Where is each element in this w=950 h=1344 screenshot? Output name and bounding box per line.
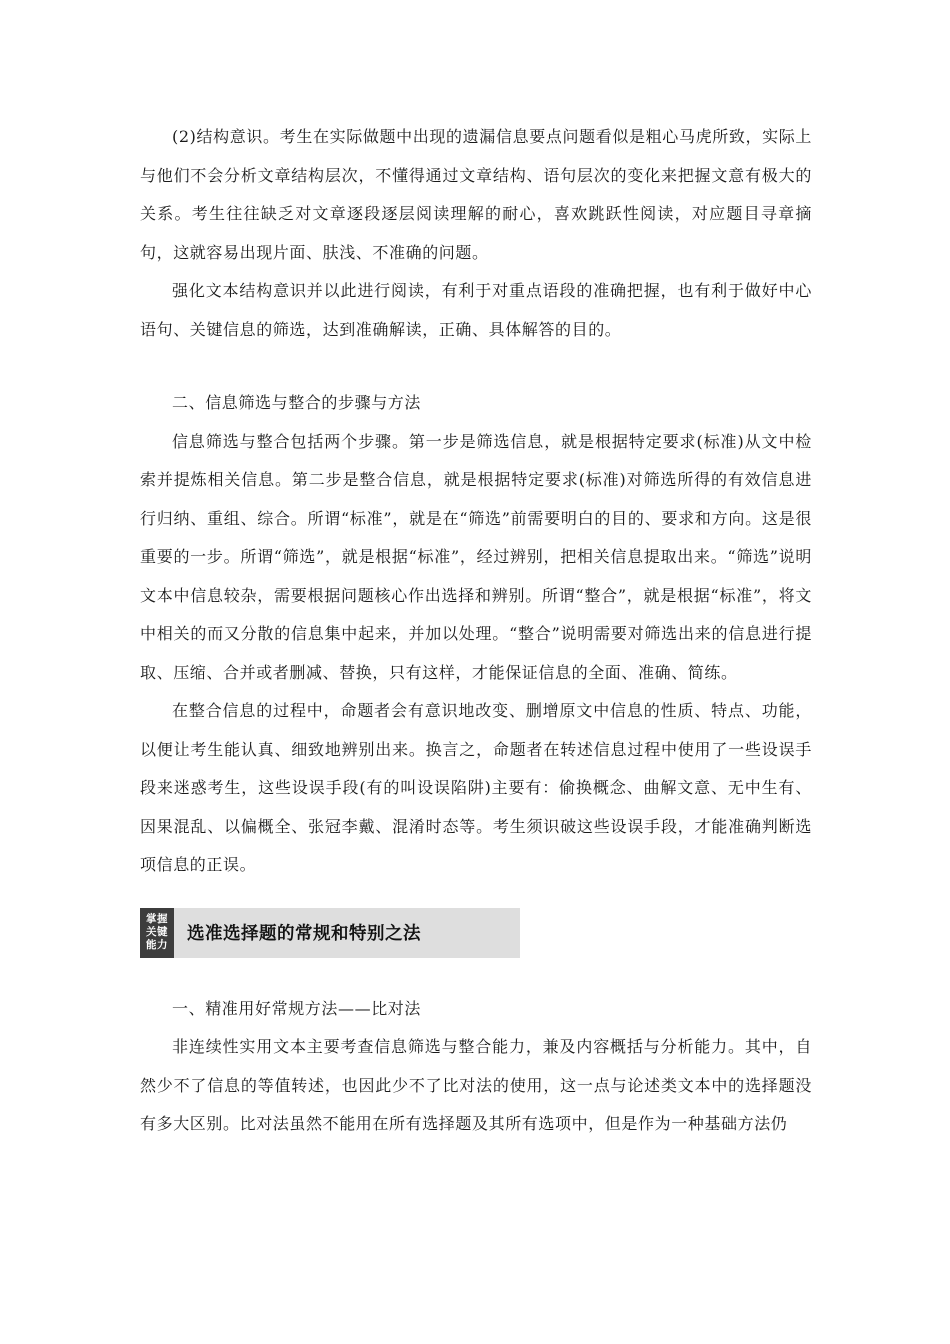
paragraph-structure-awareness: (2)结构意识。考生在实际做题中出现的遗漏信息要点问题看似是粗心马虎所致，实际上与他们不会分析文章结构层次，不懂得通过文章结构、语句层次的变化来把握文意有极大的关系。考生往往缺乏对文章逐段逐层阅读理解的耐心，喜欢跳跃性阅读，对应题目寻章摘句，这就容易出现片面、肤浅、不准确的问题。 — [140, 127, 812, 262]
spacer — [140, 958, 812, 990]
banner-tag-line: 掌握 — [146, 913, 168, 925]
spacer — [140, 349, 812, 384]
document-page — [140, 118, 812, 1144]
section-heading-comparison-method: 一、精准用好常规方法——比对法 — [172, 998, 422, 1018]
section-banner — [140, 908, 520, 958]
paragraph-integration-traps: 在整合信息的过程中，命题者会有意识地改变、删增原文中信息的性质、特点、功能，以便让考生能认真、细致地辨别出来。换言之，命题者在转述信息过程中使用了一些设误手段来迷惑考生，这些设误手段(有的叫设误陷阱)主要有：偷换概念、曲解文意、无中生有、因果混乱、以偏概全、张冠李戴、混淆时态等。考生须识破这些设误手段，才能准确判断选项信息的正误。 — [140, 701, 812, 874]
banner-tag-label — [140, 908, 174, 958]
section-heading-steps-methods: 二、信息筛选与整合的步骤与方法 — [172, 393, 422, 412]
banner-tag-line: 关键 — [146, 926, 168, 938]
paragraph-two-steps: 信息筛选与整合包括两个步骤。第一步是筛选信息，就是根据特定要求(标准)从文中检索并提炼相关信息。第二步是整合信息，就是根据特定要求(标准)对筛选所得的有效信息进行归纳、重组、综合。所谓“标准”，就是在“筛选”前需要明白的目的、要求和方向。这是很重要的一步。所谓“筛选”，就是根据“标准”，经过辨别，把相关信息提取出来。“筛选”说明文本中信息较杂，需要根据问题核心作出选择和辨别。所谓“整合”，就是根据“标准”，将文中相关的而又分散的信息集中起来，并加以处理。“整合”说明需要对筛选出来的信息进行提取、压缩、合并或者删减、替换，只有这样，才能保证信息的全面、准确、简练。 — [140, 431, 812, 682]
paragraph-strengthen-structure: 强化文本结构意识并以此进行阅读，有利于对重点语段的准确把握，也有利于做好中心语句、关键信息的筛选，达到准确解读，正确、具体解答的目的。 — [140, 281, 812, 339]
banner-tag-line: 能力 — [146, 939, 168, 951]
paragraph-comparison-method: 非连续性实用文本主要考查信息筛选与整合能力，兼及内容概括与分析能力。其中，自然少不了信息的等值转述，也因此少不了比对法的使用，这一点与论述类文本中的选择题没有多大区别。比对法虽然不能用在所有选择题及其所有选项中，但是作为一种基础方法仍 — [140, 1037, 812, 1133]
banner-title: 选准选择题的常规和特别之法 — [187, 924, 421, 944]
